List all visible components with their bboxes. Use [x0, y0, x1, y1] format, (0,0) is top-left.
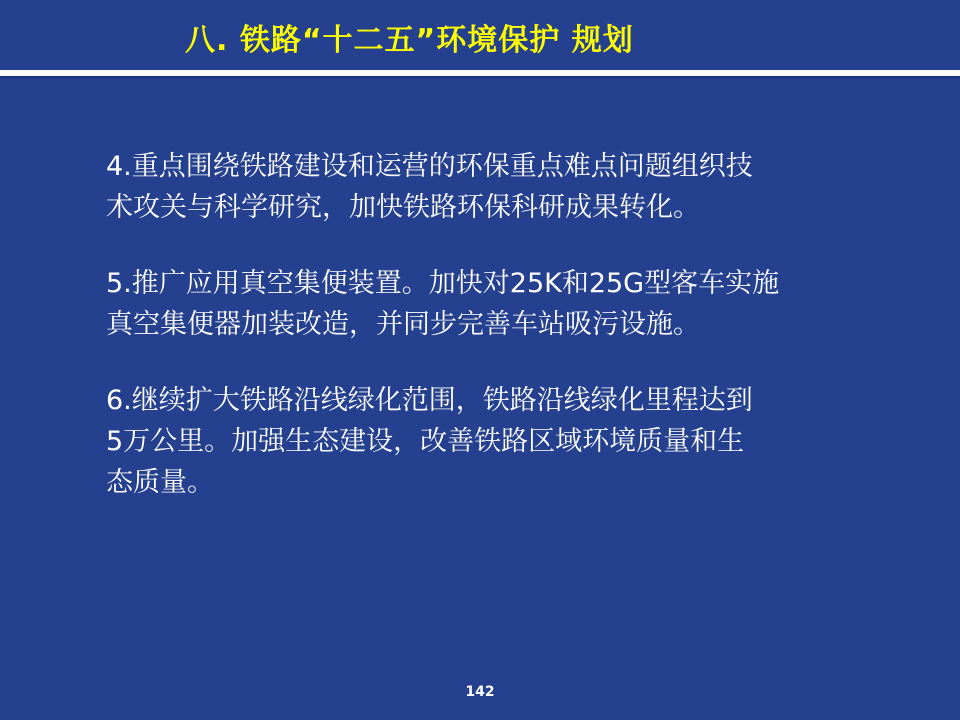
- paragraph-line: 态质量。: [106, 467, 214, 498]
- paragraph-6: [106, 380, 886, 503]
- slide-content: [106, 146, 886, 538]
- page-number: 142: [465, 684, 495, 700]
- paragraph-line: 4.重点围绕铁路建设和运营的环保重点难点问题组织技: [106, 151, 753, 182]
- title-divider-shadow: [0, 76, 960, 78]
- paragraph-line: 真空集便器加装改造，并同步完善车站吸污设施。: [106, 309, 700, 340]
- paragraph-line: 术攻关与科学研究，加快铁路环保科研成果转化。: [106, 192, 700, 223]
- paragraph-5: [106, 263, 886, 345]
- paragraph-line: 6.继续扩大铁路沿线绿化范围，铁路沿线绿化里程达到: [106, 385, 753, 416]
- paragraph-line: 5万公里。加强生态建设，改善铁路区域环境质量和生: [106, 426, 745, 457]
- slide-title: 八. 铁路“十二五”环境保护 规划: [185, 23, 634, 58]
- paragraph-4: [106, 146, 886, 228]
- paragraph-line: 5.推广应用真空集便装置。加快对25K和25G型客车实施: [106, 268, 780, 299]
